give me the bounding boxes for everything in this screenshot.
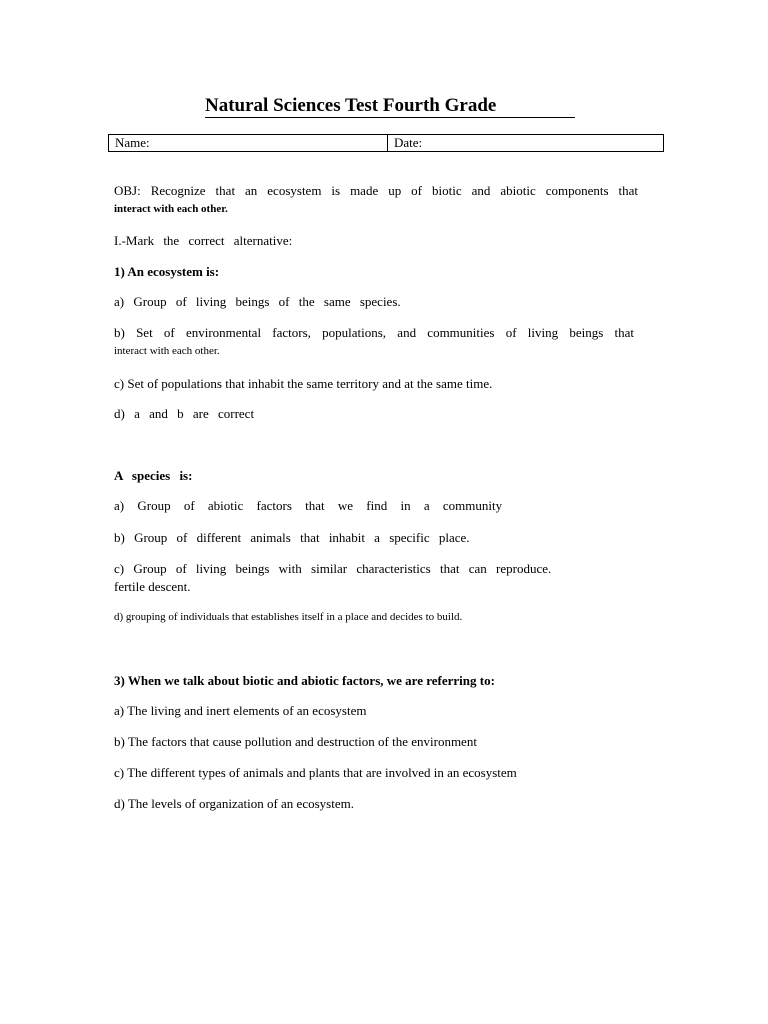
q1-option-b-line-2[interactable]: interact with each other. [114, 345, 220, 357]
q3-option-c[interactable]: c) The different types of animals and plants that are involved in an ecosystem [114, 765, 517, 780]
q3-option-d[interactable]: d) The levels of organization of an ecosystem. [114, 796, 354, 811]
name-field[interactable]: Name: [109, 135, 388, 151]
q3-option-b[interactable]: b) The factors that cause pollution and destruction of the environment [114, 734, 477, 749]
q3-option-a[interactable]: a) The living and inert elements of an ecosystem [114, 703, 367, 718]
page-title: Natural Sciences Test Fourth Grade [205, 95, 575, 118]
q2-option-c-line-1[interactable]: c) Group of living beings with similar characteristics that can reproduce. [114, 561, 552, 576]
q1-option-c[interactable]: c) Set of populations that inhabit the same territory and at the same time. [114, 376, 493, 391]
q1-option-a[interactable]: a) Group of living beings of the same species. [114, 294, 401, 309]
date-field[interactable]: Date: [394, 135, 423, 150]
objective-line-2: interact with each other. [114, 203, 228, 215]
question-2: A species is: [114, 468, 193, 483]
q2-option-b[interactable]: b) Group of different animals that inhabit a specific place. [114, 530, 470, 545]
q1-option-b-line-1[interactable]: b) Set of environmental factors, populations, and communities of living beings that [114, 325, 634, 340]
instruction-text: I.-Mark the correct alternative: [114, 233, 293, 248]
name-date-table [108, 134, 664, 152]
q2-option-a[interactable]: a) Group of abiotic factors that we find in a community [114, 498, 503, 513]
q2-option-c-line-2[interactable]: fertile descent. [114, 579, 191, 594]
q2-option-d[interactable]: d) grouping of individuals that establishes itself in a place and decides to build. [114, 611, 463, 623]
objective-line-1: OBJ: Recognize that an ecosystem is made up of biotic and abiotic components that [114, 183, 638, 198]
question-3: 3) When we talk about biotic and abiotic factors, we are referring to: [114, 673, 495, 688]
question-1: 1) An ecosystem is: [114, 264, 220, 279]
q1-option-d[interactable]: d) a and b are correct [114, 406, 255, 421]
